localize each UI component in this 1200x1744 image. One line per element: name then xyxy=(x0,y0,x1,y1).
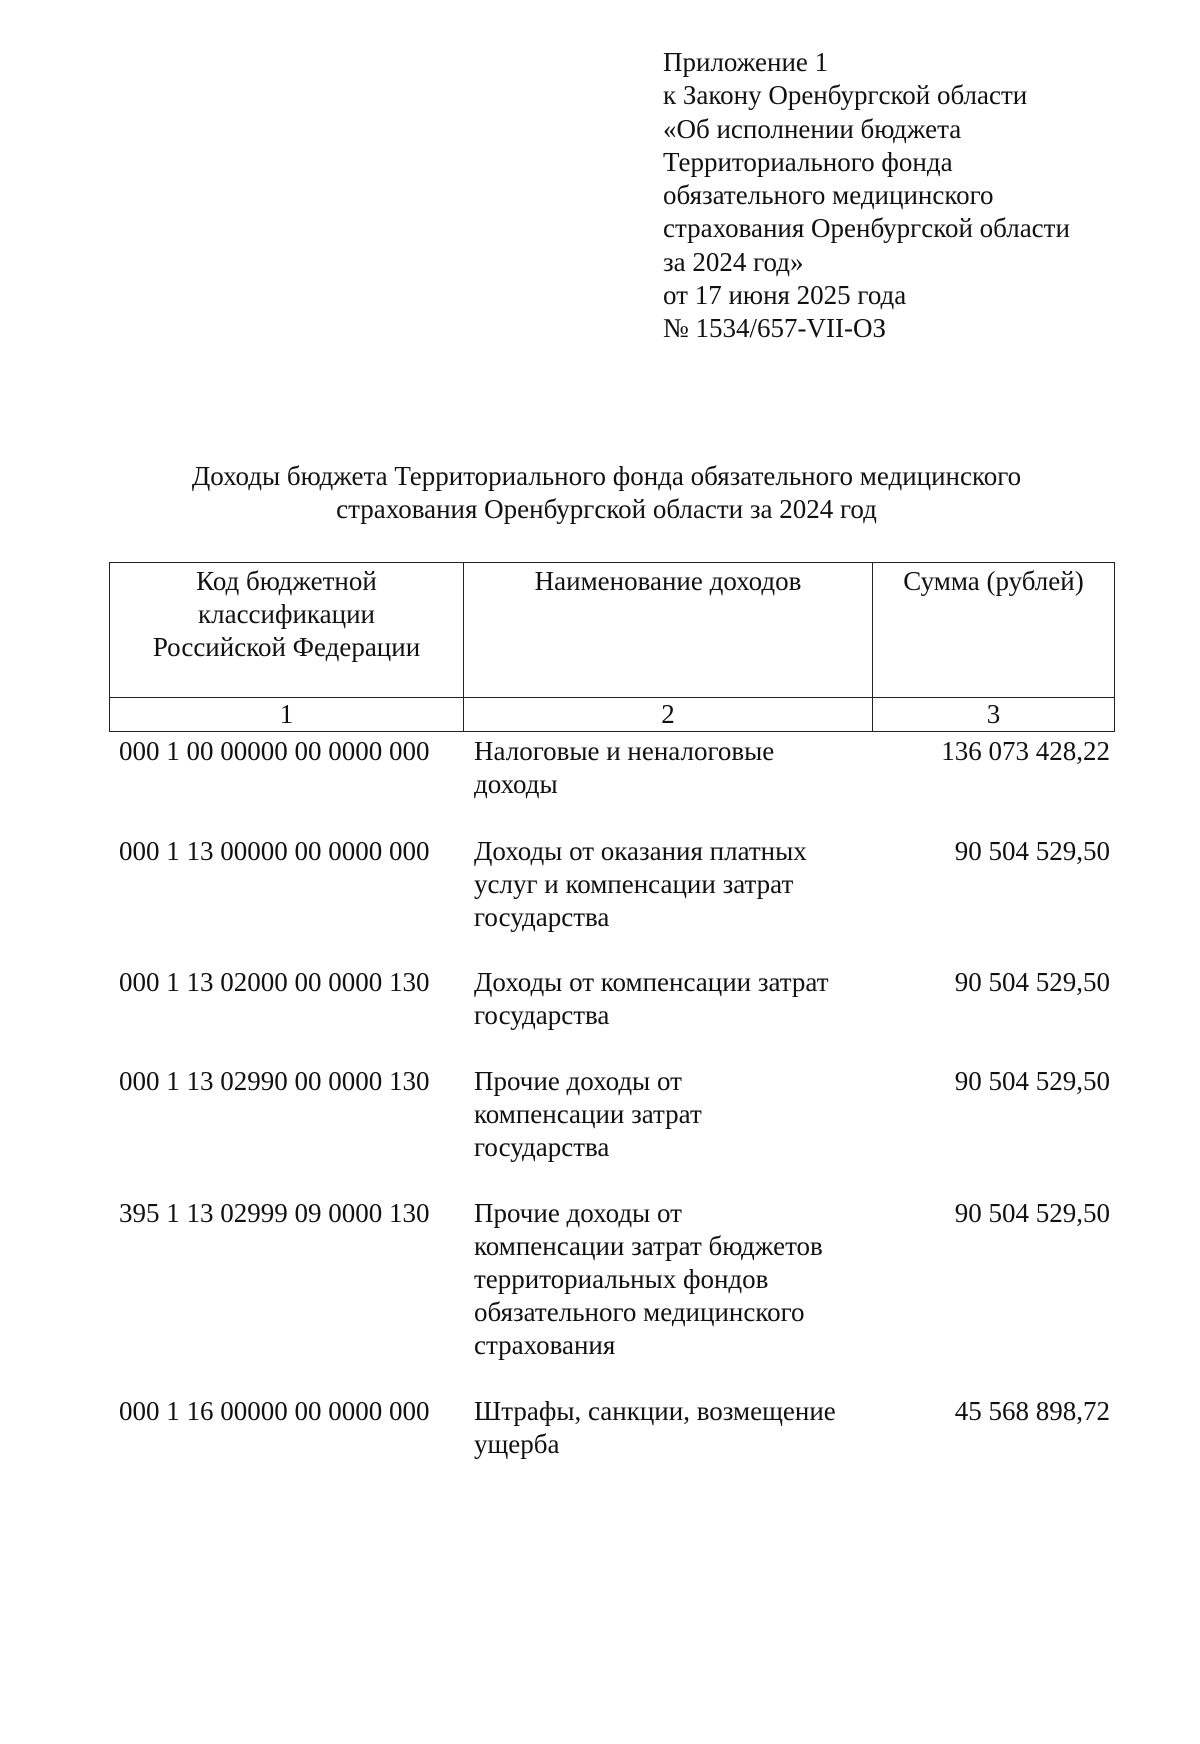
row-code: 000 1 16 00000 00 0000 000 xyxy=(119,1396,430,1426)
row-name-line: Штрафы, санкции, возмещение xyxy=(474,1396,836,1426)
row-name-line: доходы xyxy=(474,769,558,799)
header-code-line: Российской Федерации xyxy=(152,632,421,662)
appendix-line: № 1534/657-VII-ОЗ xyxy=(663,313,887,344)
row-sum: 90 504 529,50 xyxy=(954,1066,1110,1096)
row-code: 000 1 13 02000 00 0000 130 xyxy=(119,967,430,997)
row-name-line: услуг и компенсации затрат xyxy=(474,869,794,899)
header-code-line: Код бюджетной xyxy=(196,566,377,596)
document-title-line: страхования Оренбургской области за 2024 год xyxy=(336,494,877,524)
row-name xyxy=(474,966,894,1032)
row-name-line: обязательного медицинского xyxy=(474,1297,805,1327)
row-name-line: государства xyxy=(474,1000,610,1030)
appendix-line: к Закону Оренбургской области xyxy=(663,80,1028,111)
row-code: 395 1 13 02999 09 0000 130 xyxy=(119,1198,430,1228)
row-code: 000 1 13 00000 00 0000 000 xyxy=(119,836,430,866)
row-name-line: Прочие доходы от xyxy=(474,1198,682,1228)
header-row xyxy=(110,563,1115,698)
appendix-line: обязательного медицинского xyxy=(663,180,994,211)
header-code-line: классификации xyxy=(198,599,375,629)
appendix-line: Территориального фонда xyxy=(663,146,953,177)
row-sum: 90 504 529,50 xyxy=(954,1198,1110,1228)
row-name xyxy=(474,1197,894,1362)
row-name-line: компенсации затрат бюджетов xyxy=(474,1231,823,1261)
document-title xyxy=(60,460,1153,526)
document-title-line: Доходы бюджета Территориального фонда обязательного медицинского xyxy=(191,461,1022,491)
appendix-line: страхования Оренбургской области xyxy=(663,213,1070,244)
appendix-line: «Об исполнении бюджета xyxy=(663,113,962,144)
appendix-line: Приложение 1 xyxy=(663,47,829,77)
row-name xyxy=(474,735,894,801)
column-number: 2 xyxy=(464,698,873,732)
row-name-line: государства xyxy=(474,1132,610,1162)
header-sum: Сумма (рублей) xyxy=(873,563,1115,698)
row-name-line: Прочие доходы от xyxy=(474,1066,682,1096)
row-code: 000 1 13 02990 00 0000 130 xyxy=(119,1066,430,1096)
row-name-line: Доходы от компенсации затрат xyxy=(474,967,829,997)
row-sum: 45 568 898,72 xyxy=(954,1396,1110,1426)
header-code xyxy=(110,563,464,698)
row-name-line: ущерба xyxy=(474,1429,560,1459)
row-name-line: Налоговые и неналоговые xyxy=(474,736,775,766)
row-name xyxy=(474,1395,894,1461)
header-name: Наименование доходов xyxy=(464,563,873,698)
row-name-line: Доходы от оказания платных xyxy=(474,836,807,866)
row-name xyxy=(474,1065,894,1164)
column-number: 1 xyxy=(110,698,464,732)
income-table-header xyxy=(109,562,1115,732)
column-number-row xyxy=(110,698,1115,732)
appendix-line: за 2024 год» xyxy=(663,246,804,277)
row-name-line: территориальных фондов xyxy=(474,1264,769,1294)
appendix-line: от 17 июня 2025 года xyxy=(663,280,907,311)
row-sum: 90 504 529,50 xyxy=(954,967,1110,997)
row-name-line: государства xyxy=(474,902,610,932)
row-name-line: страхования xyxy=(474,1330,616,1360)
row-code: 000 1 00 00000 00 0000 000 xyxy=(119,736,430,766)
column-number: 3 xyxy=(873,698,1115,732)
row-sum: 136 073 428,22 xyxy=(941,736,1110,766)
appendix-block xyxy=(663,46,1163,346)
row-sum: 90 504 529,50 xyxy=(954,836,1110,866)
row-name xyxy=(474,835,894,934)
row-name-line: компенсации затрат xyxy=(474,1099,702,1129)
